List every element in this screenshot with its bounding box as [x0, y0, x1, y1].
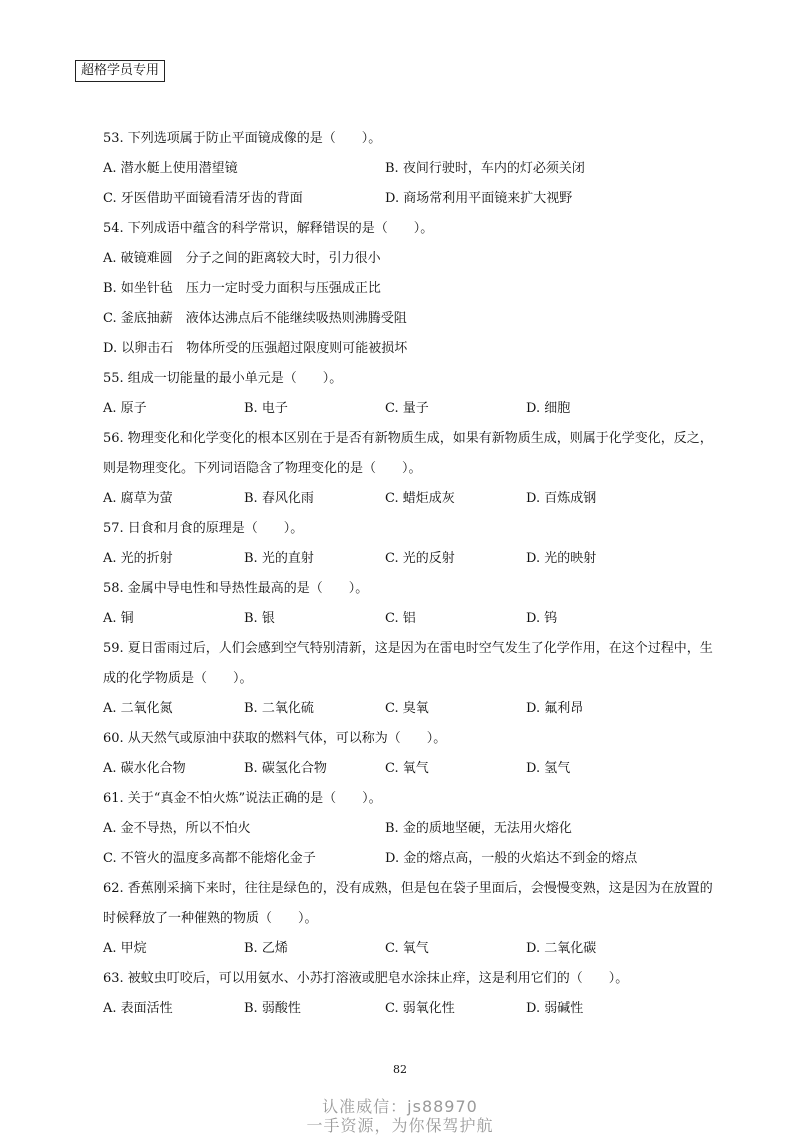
question-61-options-row2 — [103, 844, 713, 874]
question-58-stem: 58. 金属中导电性和导热性最高的是（ ）。 — [103, 581, 369, 596]
question-57-option-b[interactable]: B. 光的直射 — [244, 551, 314, 566]
question-56-option-a[interactable]: A. 腐草为萤 — [103, 491, 173, 506]
question-60-option-d[interactable]: D. 氢气 — [526, 761, 571, 776]
question-53-option-a[interactable]: A. 潜水艇上使用潜望镜 — [103, 161, 238, 176]
question-55-option-c[interactable]: C. 量子 — [385, 401, 429, 416]
question-60-option-a[interactable]: A. 碳水化合物 — [103, 761, 186, 776]
question-61-stem: 61. 关于“真金不怕火炼”说法正确的是（ ）。 — [103, 791, 382, 806]
watermark-line-2: 一手资源，为你保驾护航 — [306, 1116, 494, 1135]
question-61-options-row1 — [103, 814, 713, 844]
question-61-option-a[interactable]: A. 金不导热，所以不怕火 — [103, 821, 251, 836]
question-57-option-c[interactable]: C. 光的反射 — [385, 551, 455, 566]
question-62-option-a[interactable]: A. 甲烷 — [103, 941, 147, 956]
question-57-stem: 57. 日食和月食的原理是（ ）。 — [103, 521, 304, 536]
question-58-option-a[interactable]: A. 铜 — [103, 611, 134, 626]
question-61-option-d[interactable]: D. 金的熔点高，一般的火焰达不到金的熔点 — [385, 851, 638, 866]
question-56-stem: 56. 物理变化和化学变化的根本区别在于是否有新物质生成，如果有新物质生成，则属于化学变化，反之，则是物理变化。下列词语隐含了物理变化的是（ ）。 — [103, 431, 713, 476]
question-53-stem: 53. 下列选项属于防止平面镜成像的是（ ）。 — [103, 131, 382, 146]
question-56-option-c[interactable]: C. 蜡炬成灰 — [385, 491, 455, 506]
question-54-stem: 54. 下列成语中蕴含的科学常识，解释错误的是（ ）。 — [103, 221, 434, 236]
question-58-option-b[interactable]: B. 银 — [244, 611, 275, 626]
question-60-stem: 60. 从天然气或原油中获取的燃料气体，可以称为（ ）。 — [103, 731, 447, 746]
question-63-stem: 63. 被蚊虫叮咬后，可以用氨水、小苏打溶液或肥皂水涂抹止痒，这是利用它们的（ ）。 — [103, 971, 629, 986]
question-61-option-b[interactable]: B. 金的质地坚硬，无法用火熔化 — [385, 821, 572, 836]
question-55-option-b[interactable]: B. 电子 — [244, 401, 288, 416]
question-56-options — [103, 484, 713, 514]
question-53-options-row2 — [103, 184, 713, 214]
question-58-options — [103, 604, 713, 634]
student-only-label: 超格学员专用 — [75, 60, 165, 82]
question-62-option-c[interactable]: C. 氧气 — [385, 941, 429, 956]
question-61-option-c[interactable]: C. 不管火的温度多高都不能熔化金子 — [103, 851, 316, 866]
question-58-option-d[interactable]: D. 钨 — [526, 611, 558, 626]
question-60-option-c[interactable]: C. 氧气 — [385, 761, 429, 776]
question-63-option-d[interactable]: D. 弱碱性 — [526, 1001, 584, 1016]
question-56-option-d[interactable]: D. 百炼成钢 — [526, 491, 597, 506]
page-number: 82 — [393, 1063, 407, 1076]
question-63-options — [103, 994, 713, 1024]
question-55-options — [103, 394, 713, 424]
question-62-option-b[interactable]: B. 乙烯 — [244, 941, 288, 956]
question-63-option-a[interactable]: A. 表面活性 — [103, 1001, 173, 1016]
question-54-option-b[interactable]: B. 如坐针毡 压力一定时受力面积与压强成正比 — [103, 281, 381, 296]
question-60-option-b[interactable]: B. 碳氢化合物 — [244, 761, 327, 776]
watermark-line-1: 认准威信：js88970 — [322, 1097, 478, 1116]
question-59-stem: 59. 夏日雷雨过后，人们会感到空气特别清新，这是因为在雷电时空气发生了化学作用，在这个过程中，生成的化学物质是（ ）。 — [103, 641, 713, 686]
question-53-option-c[interactable]: C. 牙医借助平面镜看清牙齿的背面 — [103, 191, 303, 206]
question-63-option-c[interactable]: C. 弱氧化性 — [385, 1001, 455, 1016]
question-59-options — [103, 694, 713, 724]
question-53-options-row1 — [103, 154, 713, 184]
question-57-options — [103, 544, 713, 574]
question-57-option-a[interactable]: A. 光的折射 — [103, 551, 173, 566]
question-56-option-b[interactable]: B. 春风化雨 — [244, 491, 314, 506]
question-54-option-d[interactable]: D. 以卵击石 物体所受的压强超过限度则可能被损坏 — [103, 341, 408, 356]
question-62-options — [103, 934, 713, 964]
question-57-option-d[interactable]: D. 光的映射 — [526, 551, 597, 566]
question-53-option-d[interactable]: D. 商场常利用平面镜来扩大视野 — [385, 191, 573, 206]
question-55-option-a[interactable]: A. 原子 — [103, 401, 147, 416]
question-62-option-d[interactable]: D. 二氧化碳 — [526, 941, 597, 956]
question-list — [103, 124, 713, 1024]
question-54-option-c[interactable]: C. 釜底抽薪 液体达沸点后不能继续吸热则沸腾受阻 — [103, 311, 407, 326]
question-59-option-b[interactable]: B. 二氧化硫 — [244, 701, 314, 716]
question-63-option-b[interactable]: B. 弱酸性 — [244, 1001, 301, 1016]
question-59-option-d[interactable]: D. 氟利昂 — [526, 701, 584, 716]
question-54-option-a[interactable]: A. 破镜难圆 分子之间的距离较大时，引力很小 — [103, 251, 381, 266]
question-53-option-b[interactable]: B. 夜间行驶时，车内的灯必须关闭 — [385, 161, 585, 176]
question-59-option-c[interactable]: C. 臭氧 — [385, 701, 429, 716]
question-59-option-a[interactable]: A. 二氧化氮 — [103, 701, 173, 716]
question-55-option-d[interactable]: D. 细胞 — [526, 401, 571, 416]
question-58-option-c[interactable]: C. 铝 — [385, 611, 416, 626]
question-62-stem: 62. 香蕉刚采摘下来时，往往是绿色的，没有成熟，但是包在袋子里面后，会慢慢变熟，这是因为在放置的时候释放了一种催熟的物质（ ）。 — [103, 881, 713, 926]
question-60-options — [103, 754, 713, 784]
question-55-stem: 55. 组成一切能量的最小单元是（ ）。 — [103, 371, 343, 386]
